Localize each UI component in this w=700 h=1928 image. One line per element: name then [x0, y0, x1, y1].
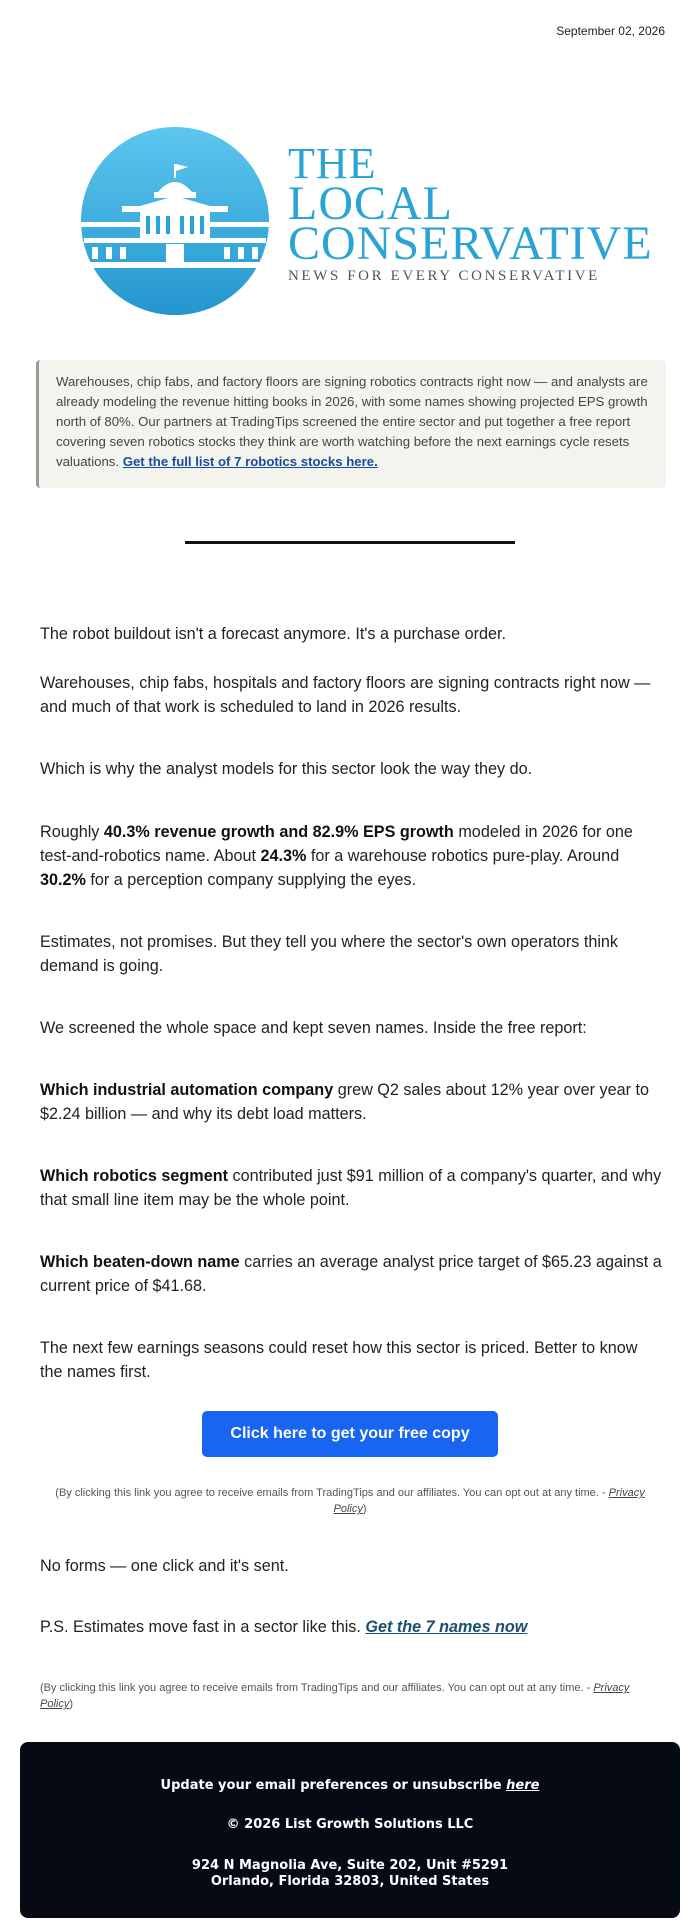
p4-text-d: for a warehouse robotics pure-play. Around	[306, 847, 620, 865]
footer-address-line-1: 924 N Magnolia Ave, Suite 202, Unit #5291	[191, 1858, 509, 1873]
disclaimer-2-text: (By clicking this link you agree to receive emails from TradingTips and our affiliates. You can opt out at any time. -	[40, 1682, 594, 1694]
p8-bold: Which robotics segment	[40, 1167, 228, 1185]
section-divider	[185, 541, 515, 544]
footer-address	[20, 1858, 680, 1890]
footer-preferences	[20, 1778, 680, 1793]
p4-bold-perception: 30.2%	[40, 871, 86, 889]
p7-bold: Which industrial automation company	[40, 1081, 334, 1099]
logo-line-local: LOCAL	[288, 177, 453, 230]
paragraph-11: No forms — one click and it's sent.	[40, 1557, 289, 1575]
p4-text-a: Roughly	[40, 823, 104, 841]
postscript	[40, 1615, 662, 1639]
paragraph-5: Estimates, not promises. But they tell you where the sector's own operators think demand is going.	[40, 933, 619, 975]
disclaimer-2	[40, 1680, 662, 1712]
callout-link[interactable]: Get the full list of 7 robotics stocks here.	[122, 454, 378, 469]
capitol-building-icon	[80, 126, 270, 316]
ps-text: P.S. Estimates move fast in a sector like this.	[40, 1618, 366, 1636]
privacy-policy-link-2[interactable]: Privacy Policy	[40, 1682, 630, 1710]
site-logo	[80, 126, 653, 316]
footer-copyright: © 2026 List Growth Solutions LLC	[226, 1817, 474, 1832]
logo-line-the: THE	[288, 139, 377, 188]
privacy-policy-link-1[interactable]: Privacy Policy	[333, 1487, 645, 1515]
p7-rest: grew Q2 sales about 12% year over year to $2.24 billion — and why its debt load matters.	[40, 1081, 650, 1123]
p8-rest: contributed just $91 million of a company's quarter, and why that small line item may be the whole point.	[40, 1167, 662, 1209]
logo-line-conservative: CONSERVATIVE	[288, 217, 653, 270]
sponsor-callout	[36, 360, 666, 488]
p9-rest: carries an average analyst price target of $65.23 against a current price of $41.68.	[40, 1253, 662, 1295]
disclaimer-1	[50, 1485, 650, 1517]
logo-wordmark	[288, 139, 653, 285]
paragraph-2: Warehouses, chip fabs, hospitals and factory floors are signing contracts right now — and much of that work is scheduled to land in 2026 results.	[40, 674, 651, 716]
email-date: September 02, 2026	[556, 24, 665, 38]
p9-bold: Which beaten-down name	[40, 1253, 240, 1271]
disclaimer-1-end: )	[362, 1503, 367, 1515]
disclaimer-1-text: (By clicking this link you agree to receive emails from TradingTips and our affiliates. You can opt out at any time. -	[55, 1487, 609, 1499]
disclaimer-2-end: )	[69, 1698, 74, 1710]
paragraph-4	[40, 820, 662, 892]
p4-text-c: modeled in 2026 for one test-and-robotics name. About	[40, 823, 633, 865]
unsubscribe-link[interactable]: here	[506, 1778, 540, 1793]
footer-address-line-2: Orlando, Florida 32803, United States	[210, 1874, 490, 1889]
p4-bold-warehouse: 24.3%	[260, 847, 307, 865]
paragraph-9	[40, 1250, 662, 1298]
p4-bold-growth: 40.3% revenue growth and 82.9% EPS growth	[103, 823, 454, 841]
paragraph-1: The robot buildout isn't a forecast anymore. It's a purchase order.	[40, 625, 506, 643]
paragraph-3: Which is why the analyst models for this sector look the way they do.	[40, 760, 533, 778]
paragraph-8	[40, 1164, 662, 1212]
logo-tagline: NEWS FOR EVERY CONSERVATIVE	[288, 268, 600, 284]
paragraph-6: We screened the whole space and kept seven names. Inside the free report:	[40, 1019, 587, 1037]
callout-text: Warehouses, chip fabs, and factory floors are signing robotics contracts right now — and analysts are already modeling the revenue hitting books in 2026, with some names showing projected EPS growth north of 80%. Our partners at TradingTips screened the entire sector and put together a free report covering seven robotics stocks they think are worth watching before the next earnings cycle resets valuations.	[56, 374, 648, 469]
get-names-link[interactable]: Get the 7 names now	[365, 1618, 528, 1636]
free-copy-button[interactable]: Click here to get your free copy	[202, 1411, 498, 1457]
paragraph-7	[40, 1078, 662, 1126]
footer-pref-text: Update your email preferences or unsubscribe	[160, 1778, 507, 1793]
email-footer	[20, 1742, 680, 1918]
paragraph-10: The next few earnings seasons could reset how this sector is priced. Better to know the names first.	[40, 1339, 638, 1381]
p4-text-e: for a perception company supplying the eyes.	[85, 871, 417, 889]
